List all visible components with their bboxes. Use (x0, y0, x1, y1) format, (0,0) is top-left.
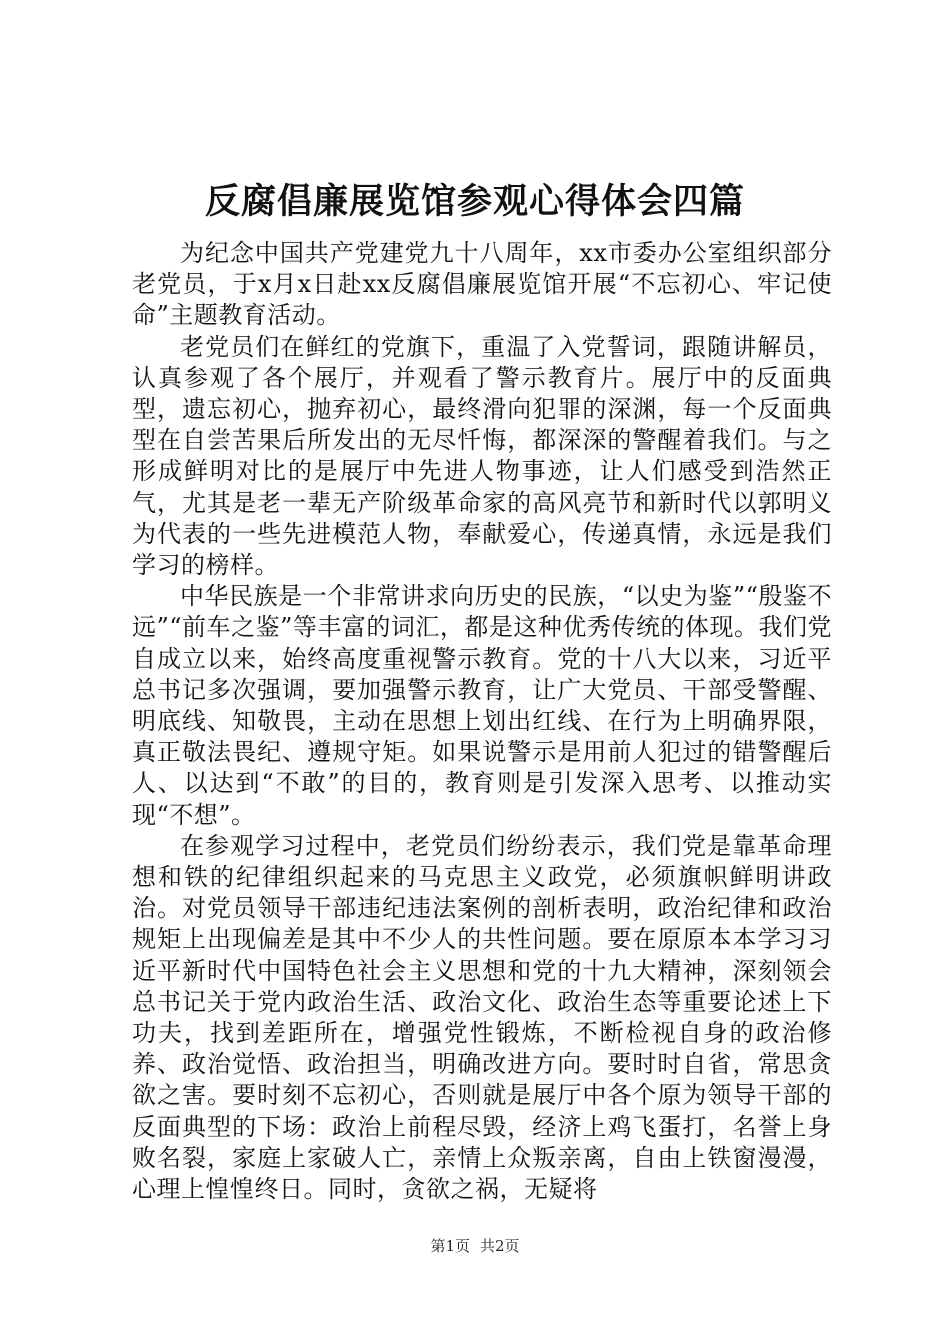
page-footer (0, 1236, 950, 1256)
page-number-current: 第1页 (430, 1237, 470, 1255)
paragraph-3: 中华民族是一个非常讲求向历史的民族，“以史为鉴”“殷鉴不远”“前车之鉴”等丰富的词汇，都是这种优秀传统的体现。我们党自成立以来，始终高度重视警示教育。党的十八大以来，习近平总书记多次强调，要加强警示教育，让广大党员、干部受警醒、明底线、知敬畏，主动在思想上划出红线、在行为上明确界限，真正敬法畏纪、遵规守矩。如果说警示是用前人犯过的错警醒后人、以达到“不敢”的目的，教育则是引发深入思考、以推动实现“不想”。 (132, 582, 832, 829)
paragraph-2: 老党员们在鲜红的党旗下，重温了入党誓词，跟随讲解员，认真参观了各个展厅，并观看了警示教育片。展厅中的反面典型，遗忘初心，抛弃初心，最终滑向犯罪的深渊，每一个反面典型在自尝苦果后所发出的无尽忏悔，都深深的警醒着我们。与之形成鲜明对比的是展厅中先进人物事迹，让人们感受到浩然正气，尤其是老一辈无产阶级革命家的高风亮节和新时代以郭明义为代表的一些先进模范人物，奉献爱心，传递真情，永远是我们学习的榜样。 (132, 332, 832, 580)
paragraph-4: 在参观学习过程中，老党员们纷纷表示，我们党是靠革命理想和铁的纪律组织起来的马克思主义政党，必须旗帜鲜明讲政治。对党员领导干部违纪违法案例的剖析表明，政治纪律和政治规矩上出现偏差是其中不少人的共性问题。要在原原本本学习习近平新时代中国特色社会主义思想和党的十九大精神，深刻领会总书记关于党内政治生活、政治文化、政治生态等重要论述上下功夫，找到差距所在，增强党性锻炼，不断检视自身的政治修养、政治觉悟、政治担当，明确改进方向。要时时自省，常思贪欲之害。要时刻不忘初心，否则就是展厅中各个原为领导干部的反面典型的下场：政治上前程尽毁，经济上鸡飞蛋打，名誉上身败名裂，家庭上家破人亡，亲情上众叛亲离，自由上铁窗漫漫，心理上惶惶终日。同时，贪欲之祸，无疑将 (132, 831, 832, 1204)
paragraph-1: 为纪念中国共产党建党九十八周年，xx市委办公室组织部分老党员，于x月x日赴xx反腐倡廉展览馆开展“不忘初心、牢记使命”主题教育活动。 (132, 239, 832, 330)
page-number-total: 共2页 (480, 1237, 520, 1255)
document-body (132, 238, 832, 1205)
document-title: 反腐倡廉展览馆参观心得体会四篇 (204, 181, 745, 222)
